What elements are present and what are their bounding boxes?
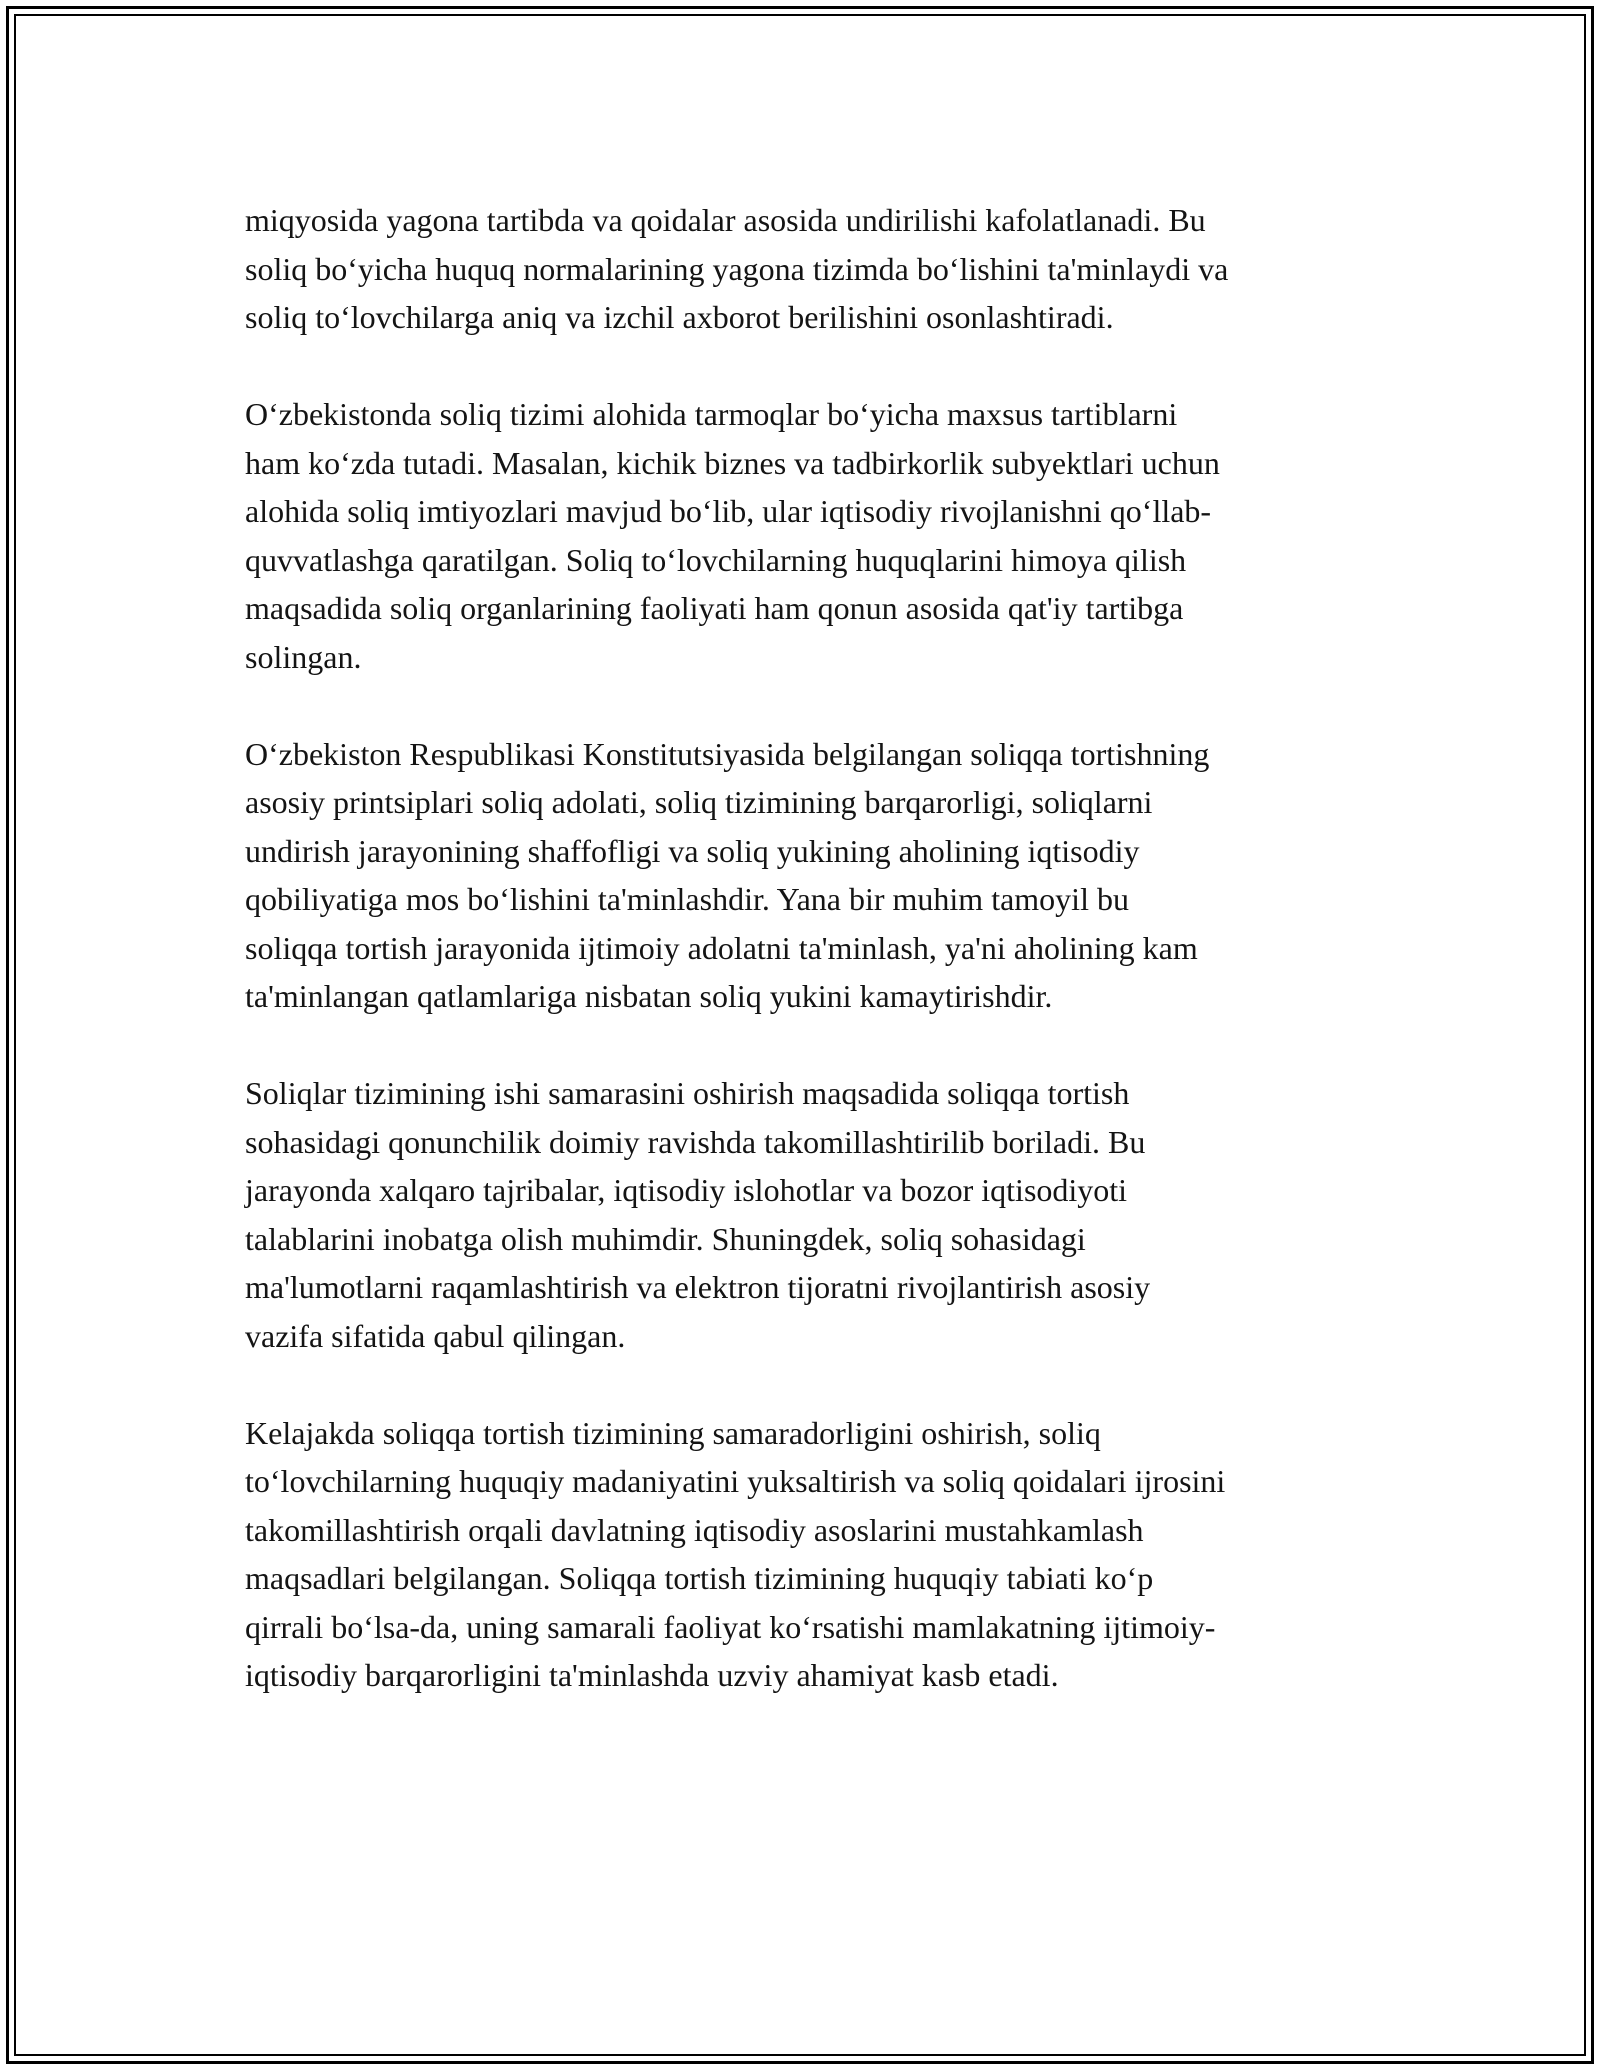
text-line: solingan. (245, 638, 362, 675)
text-line: takomillashtirish orqali davlatning iqtisodiy asoslarini mustahkamlash (245, 1511, 1144, 1548)
text-line: soliq to‘lovchilarga aniq va izchil axborot berilishini osonlashtiradi. (245, 299, 1114, 335)
page-border (6, 6, 1594, 2064)
text-line: O‘zbekiston Respublikasi Konstitutsiyasida belgilangan soliqqa tortishning (245, 735, 1210, 772)
text-line: miqyosida yagona tartibda va qoidalar asosida undirilishi kafolatlanadi. Bu (245, 202, 1206, 238)
text-line: Soliqlar tizimining ishi samarasini oshirish maqsadida soliqqa tortish (245, 1075, 1130, 1111)
document-body (245, 196, 1385, 1748)
text-line: to‘lovchilarning huquqiy madaniyatini yuksaltirish va soliq qoidalari ijrosini (245, 1463, 1226, 1499)
text-line: qobiliyatiga mos bo‘lishini ta'minlashdir. Yana bir muhim tamoyil bu (245, 881, 1129, 917)
text-line: ta'minlangan qatlamlariga nisbatan soliq yukini kamaytirishdir. (245, 978, 1053, 1014)
text-line: undirish jarayonining shaffofligi va soliq yukining aholining iqtisodiy (245, 832, 1140, 869)
text-line: ma'lumotlarni raqamlashtirish va elektron tijoratni rivojlantirish asosiy (245, 1269, 1151, 1305)
text-line: talablarini inobatga olish muhimdir. Shuningdek, soliq sohasidagi (245, 1220, 1086, 1257)
paragraph-3 (245, 730, 1385, 1021)
text-line: maqsadlari belgilangan. Soliqqa tortish tizimining huquqiy tabiati ko‘p (245, 1560, 1154, 1596)
text-line: soliqqa tortish jarayonida ijtimoiy adolatni ta'minlash, ya'ni aholining kam (245, 929, 1198, 966)
paragraph-2 (245, 390, 1385, 681)
paragraph-1 (245, 196, 1385, 342)
paragraph-4 (245, 1069, 1385, 1360)
text-line: quvvatlashga qaratilgan. Soliq to‘lovchilarning huquqlarini himoya qilish (245, 541, 1187, 578)
text-line: sohasidagi qonunchilik doimiy ravishda takomillashtirilib boriladi. Bu (245, 1123, 1146, 1160)
text-line: vazifa sifatida qabul qilingan. (245, 1317, 626, 1354)
text-line: Kelajakda soliqqa tortish tizimining samaradorligini oshirish, soliq (245, 1414, 1101, 1451)
text-line: asosiy printsiplari soliq adolati, soliq tizimining barqarorligi, soliqlarni (245, 784, 1153, 820)
text-line: maqsadida soliq organlarining faoliyati ham qonun asosida qat'iy tartibga (245, 590, 1184, 626)
text-line: qirrali bo‘lsa-da, uning samarali faoliyat ko‘rsatishi mamlakatning ijtimoiy- (245, 1608, 1216, 1645)
text-line: alohida soliq imtiyozlari mavjud bo‘lib, ular iqtisodiy rivojlanishni qo‘llab- (245, 493, 1212, 529)
paragraph-5 (245, 1409, 1385, 1700)
text-line: iqtisodiy barqarorligini ta'minlashda uzviy ahamiyat kasb etadi. (245, 1657, 1059, 1693)
text-line: jarayonda xalqaro tajribalar, iqtisodiy islohotlar va bozor iqtisodiyoti (245, 1172, 1128, 1208)
text-line: soliq bo‘yicha huquq normalarining yagona tizimda bo‘lishini ta'minlaydi va (245, 250, 1229, 287)
text-line: ham ko‘zda tutadi. Masalan, kichik biznes va tadbirkorlik subyektlari uchun (245, 444, 1220, 481)
text-line: O‘zbekistonda soliq tizimi alohida tarmoqlar bo‘yicha maxsus tartiblarni (245, 396, 1178, 432)
